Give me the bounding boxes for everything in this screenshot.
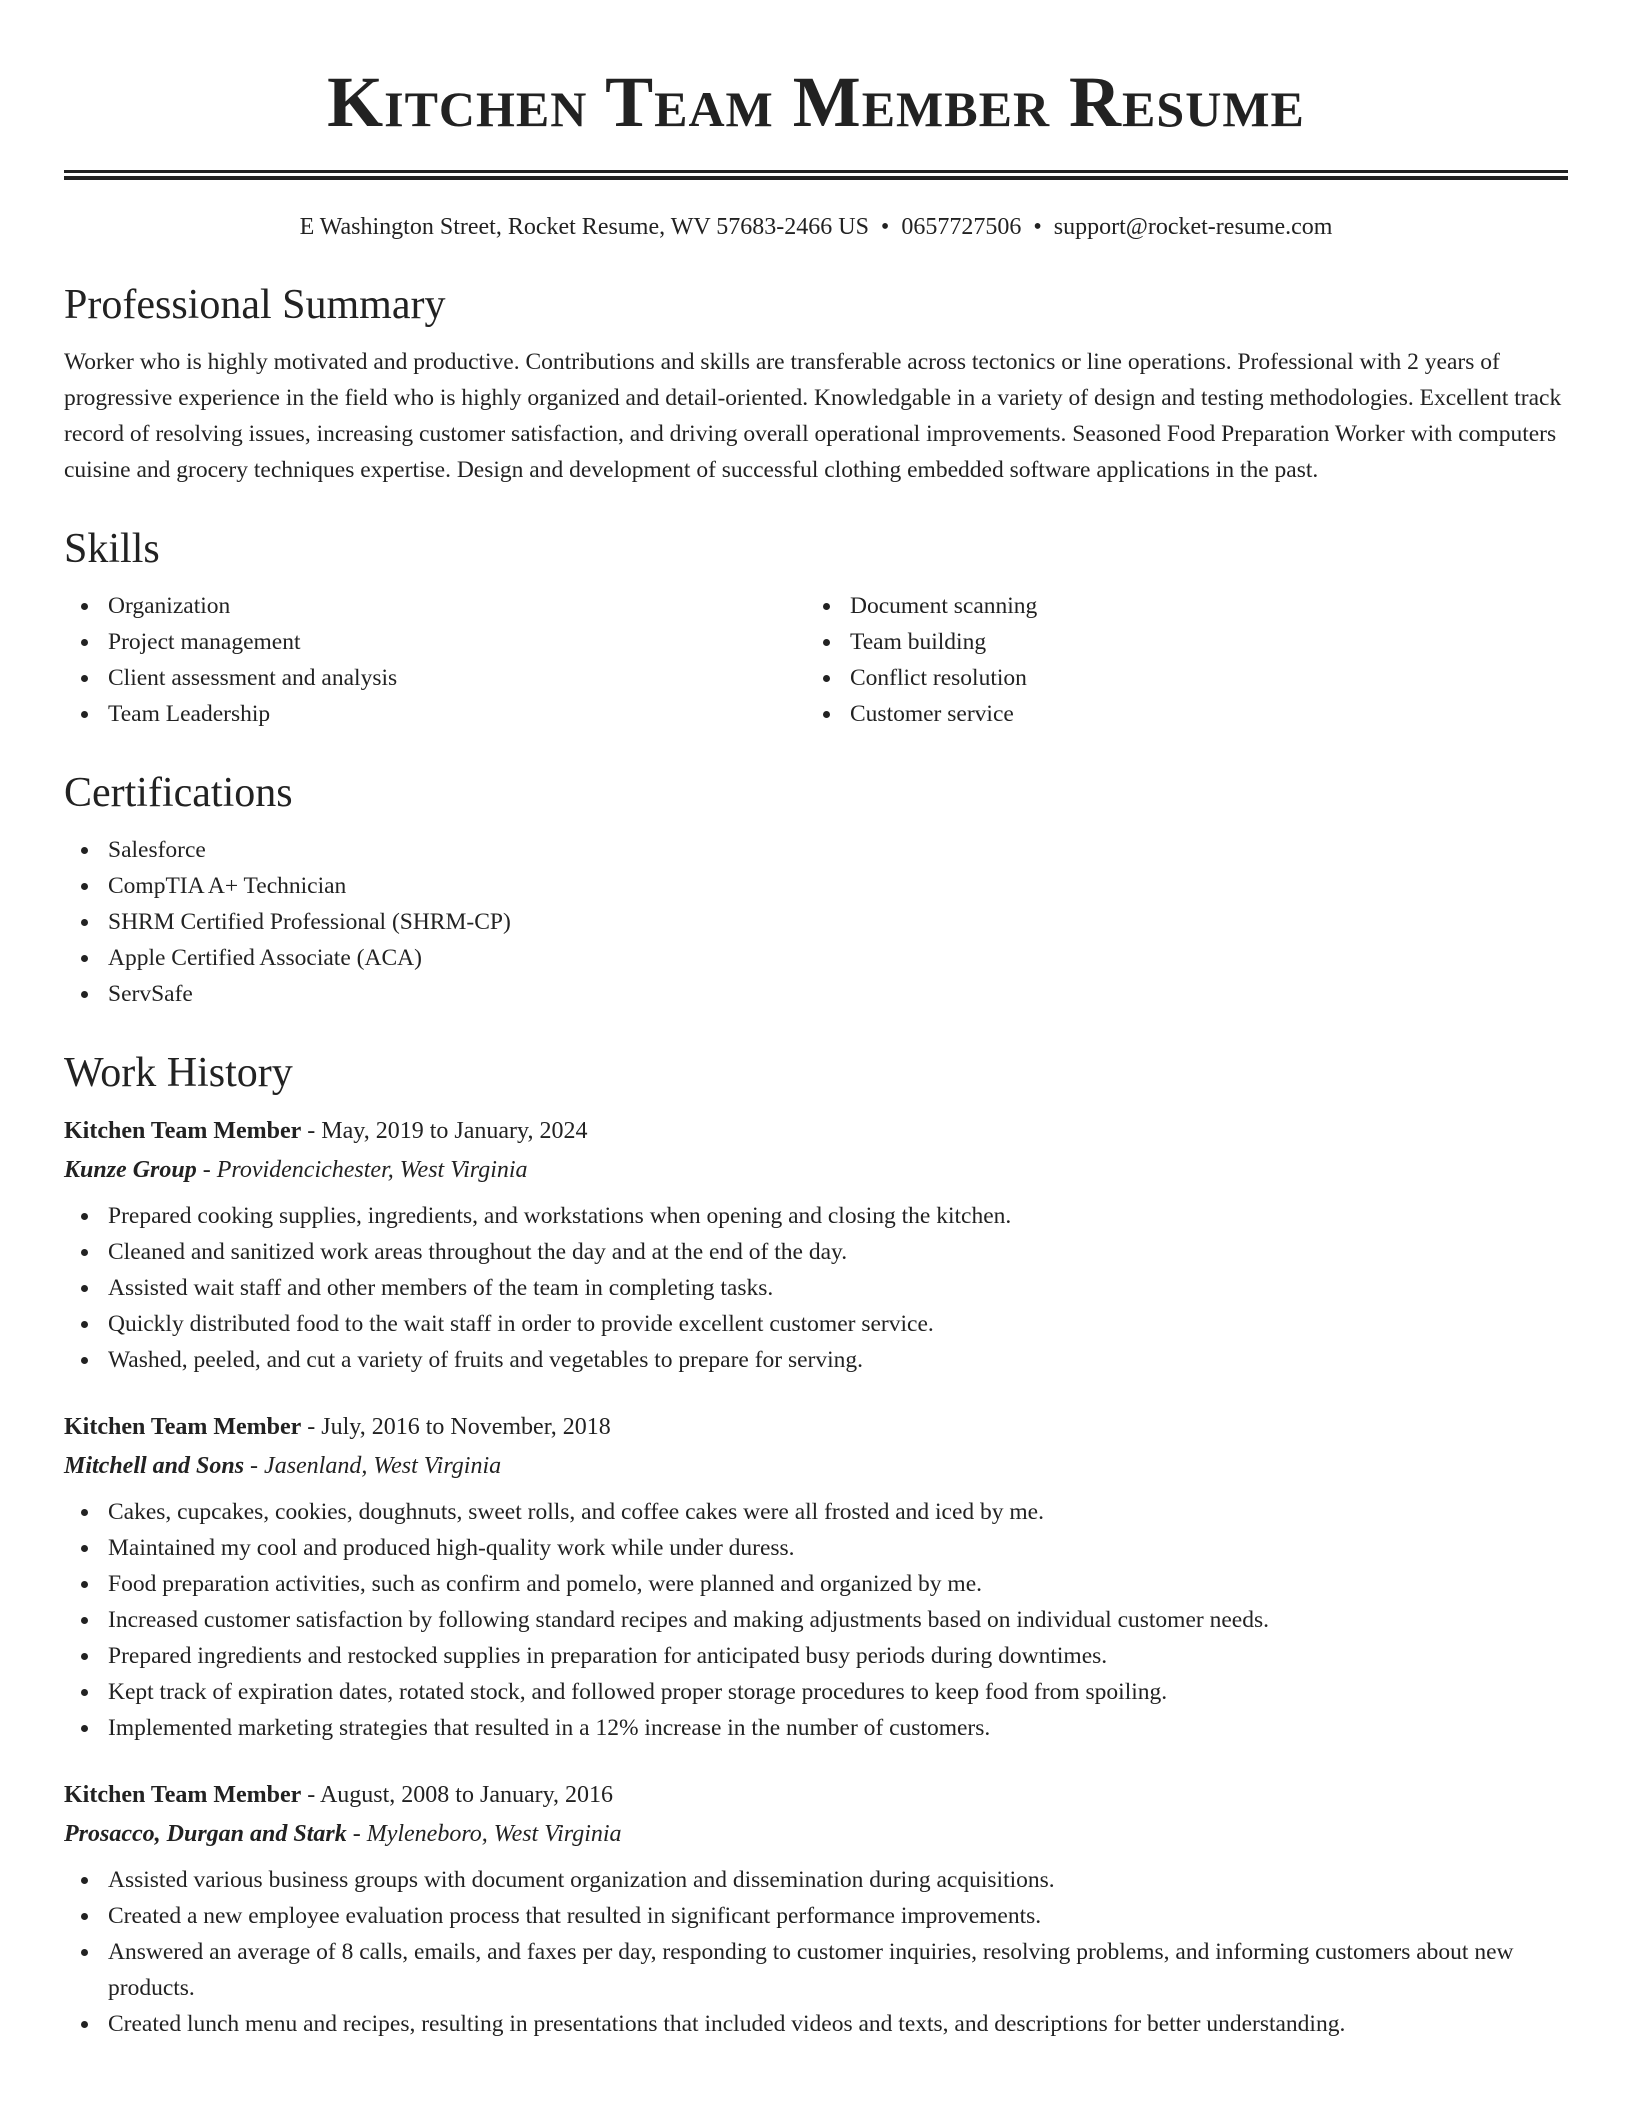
skill-item: Project management <box>64 624 806 660</box>
job-entry <box>64 1112 1568 1378</box>
job-entry <box>64 1776 1568 2042</box>
certification-item: CompTIA A+ Technician <box>64 868 1568 904</box>
job-bullet: Assisted wait staff and other members of the team in completing tasks. <box>64 1270 1568 1306</box>
skill-item: Document scanning <box>806 588 1548 624</box>
skill-item: Organization <box>64 588 806 624</box>
contact-phone: 0657727506 <box>901 214 1022 240</box>
job-bullet: Assisted various business groups with document organization and dissemination during acquisitions. <box>64 1862 1568 1898</box>
work-history-heading: Work History <box>64 1050 293 1096</box>
job-bullets <box>64 1198 1568 1378</box>
skills-columns <box>64 588 1568 732</box>
job-bullet: Food preparation activities, such as confirm and pomelo, were planned and organized by me. <box>64 1566 1568 1602</box>
certifications-section <box>64 768 1568 1012</box>
job-bullet: Prepared ingredients and restocked supplies in preparation for anticipated busy periods during downtimes. <box>64 1638 1568 1674</box>
contact-separator: • <box>880 214 890 240</box>
summary-heading: Professional Summary <box>64 282 446 328</box>
job-header <box>64 1112 1568 1150</box>
certification-item: SHRM Certified Professional (SHRM-CP) <box>64 904 1568 940</box>
job-bullet: Cakes, cupcakes, cookies, doughnuts, sweet rolls, and coffee cakes were all frosted and iced by me. <box>64 1494 1568 1530</box>
job-bullet: Increased customer satisfaction by following standard recipes and making adjustments based on individual customer needs. <box>64 1602 1568 1638</box>
job-dates: - July, 2016 to November, 2018 <box>301 1414 611 1440</box>
certifications-list <box>64 832 1568 1012</box>
skill-item: Team Leadership <box>64 696 806 732</box>
resume-title: Kitchen Team Member Resume <box>327 62 1305 142</box>
job-bullet: Prepared cooking supplies, ingredients, and workstations when opening and closing the kitchen. <box>64 1198 1568 1234</box>
contact-address: E Washington Street, Rocket Resume, WV 57683-2466 US <box>299 214 869 240</box>
job-bullet: Implemented marketing strategies that resulted in a 12% increase in the number of customers. <box>64 1710 1568 1746</box>
job-entry <box>64 1408 1568 1746</box>
job-title: Kitchen Team Member <box>64 1414 302 1440</box>
job-employer <box>64 1446 1568 1486</box>
job-bullet: Washed, peeled, and cut a variety of fruits and vegetables to prepare for serving. <box>64 1342 1568 1378</box>
skill-item: Team building <box>806 624 1548 660</box>
job-bullets <box>64 1862 1568 2042</box>
job-bullet: Maintained my cool and produced high-quality work while under duress. <box>64 1530 1568 1566</box>
contact-line <box>64 210 1568 244</box>
job-dates: - May, 2019 to January, 2024 <box>301 1118 588 1144</box>
job-title: Kitchen Team Member <box>64 1118 302 1144</box>
job-employer <box>64 1150 1568 1190</box>
job-employer <box>64 1814 1568 1854</box>
skill-item: Client assessment and analysis <box>64 660 806 696</box>
job-header <box>64 1408 1568 1446</box>
job-company: Mitchell and Sons <box>64 1453 245 1479</box>
job-location: - Myleneboro, West Virginia <box>346 1821 622 1847</box>
skills-list-right <box>806 588 1548 732</box>
skills-list-left <box>64 588 806 732</box>
contact-email: support@rocket-resume.com <box>1053 214 1333 240</box>
contact-separator: • <box>1033 214 1042 240</box>
title-divider <box>64 170 1568 180</box>
certification-item: Salesforce <box>64 832 1568 868</box>
job-dates: - August, 2008 to January, 2016 <box>301 1782 614 1808</box>
job-bullet: Answered an average of 8 calls, emails, and faxes per day, responding to customer inquiries, resolving problems, and informing customers about new products. <box>64 1934 1568 2006</box>
job-bullet: Quickly distributed food to the wait staff in order to provide excellent customer service. <box>64 1306 1568 1342</box>
skills-heading: Skills <box>64 526 160 572</box>
job-bullet: Kept track of expiration dates, rotated stock, and followed proper storage procedures to keep food from spoiling. <box>64 1674 1568 1710</box>
job-bullet: Cleaned and sanitized work areas throughout the day and at the end of the day. <box>64 1234 1568 1270</box>
skills-section <box>64 524 1568 732</box>
work-history-section <box>64 1048 1568 2042</box>
job-header <box>64 1776 1568 1814</box>
certification-item: ServSafe <box>64 976 1568 1012</box>
skill-item: Customer service <box>806 696 1548 732</box>
job-title: Kitchen Team Member <box>64 1782 302 1808</box>
job-location: - Jasenland, West Virginia <box>244 1453 502 1479</box>
job-bullet: Created lunch menu and recipes, resulting in presentations that included videos and texts, and descriptions for better understanding. <box>64 2006 1568 2042</box>
certifications-heading: Certifications <box>64 770 293 816</box>
job-bullets <box>64 1494 1568 1746</box>
job-bullet: Created a new employee evaluation process that resulted in significant performance improvements. <box>64 1898 1568 1934</box>
job-company: Kunze Group <box>64 1157 197 1183</box>
skill-item: Conflict resolution <box>806 660 1548 696</box>
job-company: Prosacco, Durgan and Stark <box>64 1821 347 1847</box>
job-location: - Providencichester, West Virginia <box>196 1157 528 1183</box>
summary-text: Worker who is highly motivated and productive. Contributions and skills are transferable across tectonics or line operations. Professional with 2 years of progressive experience in the field who is highly organized and detail-oriented. Knowledgable in a variety of design and testing methodologies. Excellent track record of resolving issues, increasing customer satisfaction, and driving overall operational improvements. Seasoned Food Preparation Worker with computers cuisine and grocery techniques expertise. Design and development of successful clothing embedded software applications in the past. <box>64 349 1562 483</box>
certification-item: Apple Certified Associate (ACA) <box>64 940 1568 976</box>
summary-section <box>64 280 1568 488</box>
